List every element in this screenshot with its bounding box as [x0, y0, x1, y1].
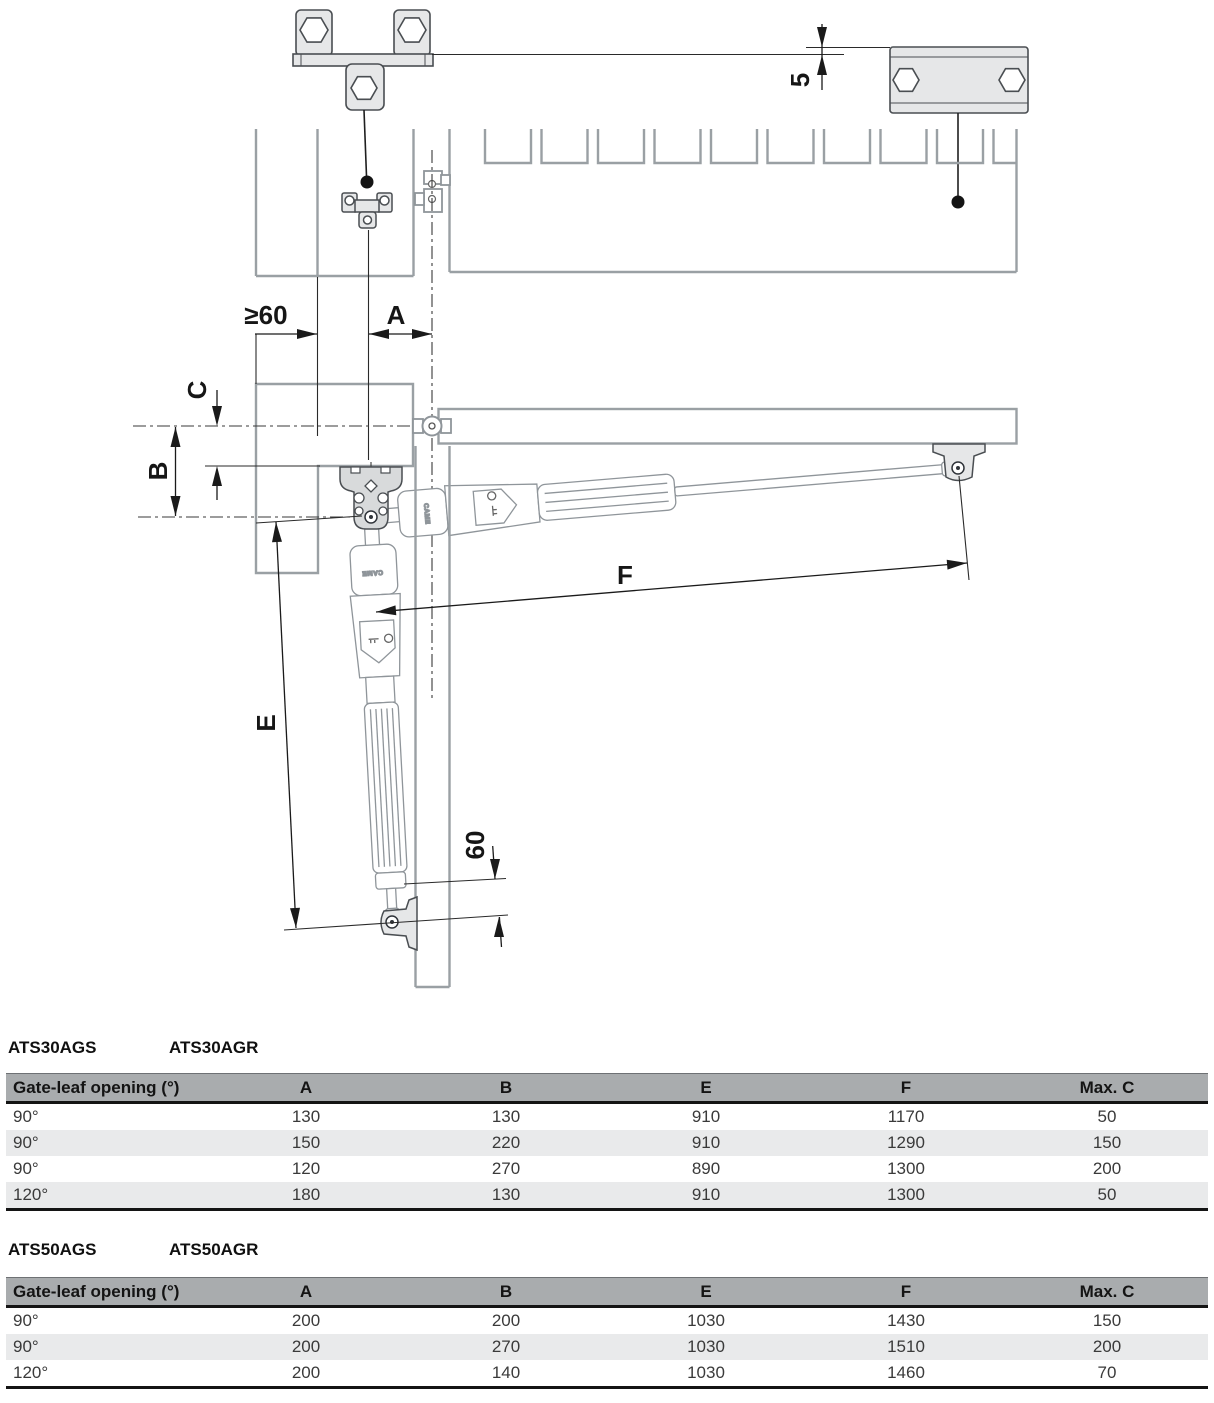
cell: 270 — [491, 1159, 521, 1178]
cell: 70 — [1006, 1360, 1208, 1388]
dimensions-table-ats50 — [6, 1277, 1208, 1389]
cell: 1510 — [806, 1334, 1006, 1360]
table-header-row — [6, 1074, 1208, 1103]
hex-bolt-icon — [351, 77, 377, 100]
gearmotor-closed — [381, 443, 960, 541]
dim-60 — [404, 831, 506, 947]
brand-logo: CAME — [422, 503, 431, 525]
cell: 910 — [606, 1182, 806, 1210]
cell: 90° — [13, 1311, 39, 1330]
table-row — [6, 1182, 1208, 1210]
col-b: B — [406, 1074, 606, 1103]
table-row — [6, 1360, 1208, 1388]
cell: 120° — [6, 1182, 206, 1210]
cell: 150 — [1092, 1311, 1122, 1330]
table-row — [6, 1130, 1208, 1156]
cell: 200 — [206, 1360, 406, 1388]
hex-bolt-icon — [398, 18, 426, 42]
cell: 1030 — [606, 1334, 806, 1360]
cell: 180 — [206, 1182, 406, 1210]
cell: 1030 — [687, 1311, 725, 1330]
cell: 50 — [1006, 1182, 1208, 1210]
leader-lines — [361, 110, 965, 209]
rear-bracket-exploded — [293, 10, 433, 110]
cell: 220 — [406, 1130, 606, 1156]
cell: 90° — [6, 1334, 206, 1360]
cell: 270 — [406, 1334, 606, 1360]
dim-60-label: 60 — [460, 830, 490, 860]
cell: 140 — [406, 1360, 606, 1388]
col-a: A — [206, 1074, 406, 1103]
dim-a — [369, 300, 432, 339]
cell: 910 — [606, 1130, 806, 1156]
table-row — [6, 1156, 1208, 1182]
front-bracket-closed — [933, 444, 985, 481]
cell: 1300 — [806, 1182, 1006, 1210]
cell: 200 — [1006, 1334, 1208, 1360]
col-gate-leaf-opening: Gate-leaf opening (°) — [6, 1074, 206, 1103]
col-gate-leaf-opening: Gate-leaf opening (°) — [6, 1278, 206, 1307]
col-max-c: Max. C — [1006, 1278, 1208, 1307]
cell: 1170 — [887, 1107, 925, 1126]
brand-logo: CAME — [361, 568, 384, 577]
cell: 200 — [206, 1334, 406, 1360]
rear-bracket-mounted-top — [342, 193, 392, 228]
cell: 910 — [691, 1107, 721, 1126]
cell: 1300 — [887, 1159, 925, 1178]
hex-bolt-icon — [300, 18, 328, 42]
cell: 90° — [13, 1159, 39, 1178]
cell: 130 — [491, 1107, 521, 1126]
model-name-ats50ags: ATS50AGS — [8, 1240, 97, 1259]
col-f: F — [806, 1278, 1006, 1307]
cell: 150 — [1006, 1130, 1208, 1156]
cell: 120 — [291, 1159, 321, 1178]
dim-clearance-label: ≥60 — [244, 300, 288, 330]
dim-f-label: F — [617, 560, 633, 590]
hex-bolt-icon — [893, 69, 919, 92]
cell: 890 — [691, 1159, 721, 1178]
col-e: E — [606, 1278, 806, 1307]
cell: 1460 — [806, 1360, 1006, 1388]
cell: 200 — [491, 1311, 521, 1330]
cell: 1430 — [887, 1311, 925, 1330]
cell: 200 — [291, 1311, 321, 1330]
cell: 130 — [406, 1182, 606, 1210]
model-name-ats30agr: ATS30AGR — [169, 1038, 259, 1057]
table-row — [6, 1103, 1208, 1131]
gearmotor-open — [347, 526, 418, 922]
dim-c-label: C — [182, 380, 212, 400]
cell: 90° — [13, 1107, 39, 1126]
model-name-ats30ags: ATS30AGS — [8, 1038, 97, 1057]
gate-leaf-closed — [439, 409, 1017, 444]
cell: 1030 — [606, 1360, 806, 1388]
cell: 50 — [1097, 1107, 1117, 1126]
cell: 120° — [6, 1360, 206, 1388]
front-bracket-exploded — [890, 47, 1028, 113]
dim-a-label: A — [386, 300, 406, 330]
col-a: A — [206, 1278, 406, 1307]
col-e: E — [606, 1074, 806, 1103]
gate-hinge — [413, 417, 451, 436]
table-row — [6, 1307, 1208, 1335]
col-max-c: Max. C — [1006, 1074, 1208, 1103]
cell: 150 — [206, 1130, 406, 1156]
col-f: F — [806, 1074, 1006, 1103]
model-name-ats50agr: ATS50AGR — [169, 1240, 259, 1259]
cell: 1290 — [806, 1130, 1006, 1156]
dim-e-label: E — [251, 714, 281, 732]
dim-b — [143, 427, 181, 516]
dim-pillar-clearance — [244, 300, 317, 339]
hex-bolt-icon — [999, 69, 1025, 92]
cell: 90° — [6, 1130, 206, 1156]
cell: 200 — [1092, 1159, 1122, 1178]
col-b: B — [406, 1278, 606, 1307]
dimensions-table-ats30 — [6, 1073, 1208, 1211]
table-header-row — [6, 1278, 1208, 1307]
dim-5-label: 5 — [785, 72, 815, 88]
dim-5 — [432, 24, 890, 90]
cell: 130 — [291, 1107, 321, 1126]
table-row — [6, 1334, 1208, 1360]
dim-b-label: B — [143, 461, 173, 481]
